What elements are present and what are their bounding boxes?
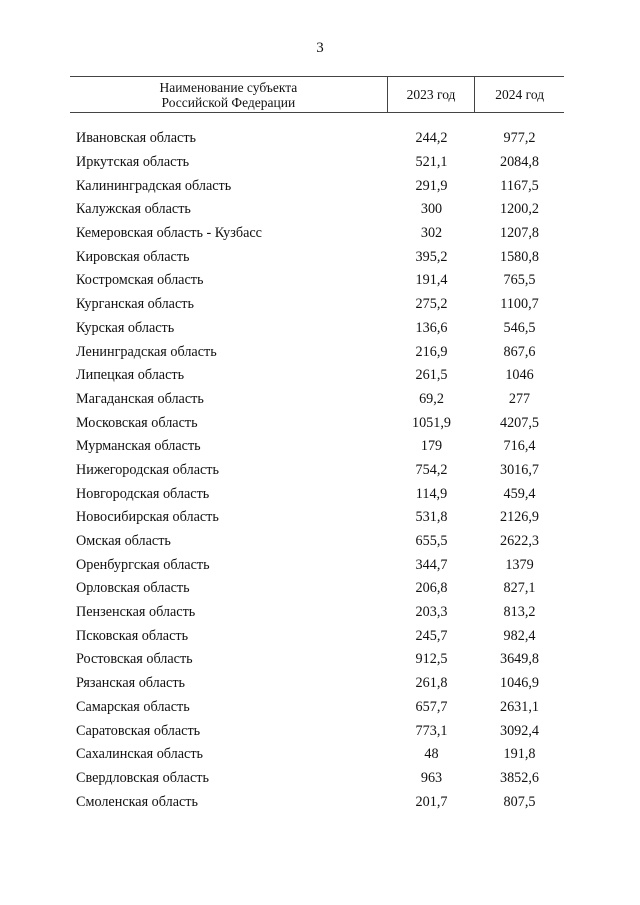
value-2023-cell: 963 <box>420 769 443 786</box>
region-name-cell: Ленинградская область <box>76 343 217 360</box>
value-2023-cell: 216,9 <box>415 343 448 360</box>
value-2023-cell: 245,7 <box>415 627 448 644</box>
table-row <box>70 459 564 483</box>
value-2023-cell: 203,3 <box>415 604 448 621</box>
value-2023-cell: 136,6 <box>415 319 448 336</box>
table-row <box>70 364 564 388</box>
value-2024-cell: 2084,8 <box>499 154 539 171</box>
region-name-cell: Калининградская область <box>76 177 232 194</box>
header-2023: 2023 год <box>387 77 475 112</box>
region-name-cell: Кировская область <box>76 248 190 265</box>
value-2023-cell: 201,7 <box>415 793 448 810</box>
region-name-cell: Самарская область <box>76 698 190 715</box>
value-2023-cell: 657,7 <box>415 698 448 715</box>
region-name-cell: Московская область <box>76 414 198 431</box>
table-row <box>70 624 564 648</box>
table-row <box>70 245 564 269</box>
table-row <box>70 601 564 625</box>
table-row <box>70 482 564 506</box>
value-2024-cell: 3016,7 <box>499 461 539 478</box>
table-row <box>70 127 564 151</box>
value-2024-cell: 1200,2 <box>499 201 539 218</box>
value-2024-cell: 2126,9 <box>499 509 539 526</box>
header-region-name-line1: Наименование субъекта <box>159 79 298 95</box>
table-row <box>70 577 564 601</box>
value-2024-cell: 1580,8 <box>499 248 539 265</box>
header-region-name-line2: Российской Федерации <box>161 94 296 110</box>
region-name-cell: Ивановская область <box>76 130 197 147</box>
table-header <box>70 76 564 113</box>
table-row <box>70 743 564 767</box>
value-2023-cell: 206,8 <box>415 580 448 597</box>
value-2024-cell: 1046 <box>505 367 534 384</box>
region-name-cell: Магаданская область <box>76 390 204 407</box>
table-row <box>70 648 564 672</box>
value-2024-cell: 2622,3 <box>499 533 539 550</box>
region-name-cell: Сахалинская область <box>76 746 204 763</box>
region-name-cell: Новгородская область <box>76 485 210 502</box>
table-row <box>70 317 564 341</box>
value-2023-cell: 114,9 <box>415 485 448 502</box>
value-2023-cell: 531,8 <box>415 509 448 526</box>
region-name-cell: Омская область <box>76 533 171 550</box>
table-row <box>70 719 564 743</box>
region-name-cell: Смоленская область <box>76 793 198 810</box>
table-row <box>70 672 564 696</box>
value-2023-cell: 302 <box>420 225 443 242</box>
value-2024-cell: 1100,7 <box>500 296 539 313</box>
region-name-cell: Иркутская область <box>76 154 190 171</box>
value-2024-cell: 3092,4 <box>499 722 539 739</box>
value-2023-cell: 1051,9 <box>411 414 451 431</box>
region-name-cell: Новосибирская область <box>76 509 219 526</box>
region-name-cell: Рязанская область <box>76 675 186 692</box>
value-2024-cell: 459,4 <box>503 485 536 502</box>
header-region-name <box>70 77 387 112</box>
table-row <box>70 269 564 293</box>
value-2023-cell: 655,5 <box>415 533 448 550</box>
region-name-cell: Нижегородская область <box>76 461 219 478</box>
value-2023-cell: 48 <box>424 746 439 763</box>
table-row <box>70 530 564 554</box>
value-2024-cell: 1379 <box>505 556 534 573</box>
region-name-cell: Курганская область <box>76 296 194 313</box>
data-table <box>70 76 564 814</box>
value-2024-cell: 813,2 <box>503 604 536 621</box>
value-2023-cell: 244,2 <box>415 130 448 147</box>
value-2024-cell: 4207,5 <box>499 414 539 431</box>
value-2024-cell: 982,4 <box>503 627 536 644</box>
value-2023-cell: 773,1 <box>415 722 448 739</box>
value-2024-cell: 2631,1 <box>499 698 539 715</box>
value-2024-cell: 3649,8 <box>499 651 539 668</box>
value-2023-cell: 261,5 <box>415 367 448 384</box>
value-2023-cell: 344,7 <box>415 556 448 573</box>
value-2023-cell: 754,2 <box>415 461 448 478</box>
value-2024-cell: 1207,8 <box>499 225 539 242</box>
table-row <box>70 388 564 412</box>
region-name-cell: Оренбургская область <box>76 556 210 573</box>
value-2024-cell: 765,5 <box>503 272 536 289</box>
region-name-cell: Мурманская область <box>76 438 201 455</box>
region-name-cell: Костромская область <box>76 272 204 289</box>
table-row <box>70 435 564 459</box>
value-2024-cell: 827,1 <box>503 580 536 597</box>
region-name-cell: Орловская область <box>76 580 190 597</box>
region-name-cell: Липецкая область <box>76 367 185 384</box>
page-number: 3 <box>316 40 324 56</box>
region-name-cell: Кемеровская область - Кузбасс <box>76 225 262 242</box>
value-2023-cell: 912,5 <box>415 651 448 668</box>
region-name-cell: Псковская область <box>76 627 189 644</box>
region-name-cell: Пензенская область <box>76 604 196 621</box>
value-2023-cell: 261,8 <box>415 675 448 692</box>
value-2023-cell: 291,9 <box>415 177 448 194</box>
table-row <box>70 790 564 814</box>
value-2023-cell: 300 <box>420 201 443 218</box>
table-body <box>70 127 564 814</box>
table-row <box>70 293 564 317</box>
table-row <box>70 151 564 175</box>
region-name-cell: Саратовская область <box>76 722 201 739</box>
table-row <box>70 553 564 577</box>
value-2023-cell: 395,2 <box>415 248 448 265</box>
table-row <box>70 198 564 222</box>
table-row <box>70 174 564 198</box>
value-2024-cell: 546,5 <box>503 319 536 336</box>
region-name-cell: Калужская область <box>76 201 191 218</box>
value-2024-cell: 277 <box>508 390 531 407</box>
value-2024-cell: 1167,5 <box>500 177 539 194</box>
value-2024-cell: 3852,6 <box>499 769 539 786</box>
value-2024-cell: 807,5 <box>503 793 536 810</box>
value-2023-cell: 191,4 <box>415 272 448 289</box>
region-name-cell: Свердловская область <box>76 769 209 786</box>
value-2024-cell: 716,4 <box>503 438 536 455</box>
table-row <box>70 340 564 364</box>
value-2023-cell: 69,2 <box>419 390 444 407</box>
value-2024-cell: 977,2 <box>503 130 536 147</box>
region-name-cell: Курская область <box>76 319 175 336</box>
header-2024: 2024 год <box>474 77 564 112</box>
table-row <box>70 767 564 791</box>
value-2024-cell: 867,6 <box>503 343 536 360</box>
value-2024-cell: 1046,9 <box>499 675 539 692</box>
value-2024-cell: 191,8 <box>503 746 536 763</box>
region-name-cell: Ростовская область <box>76 651 193 668</box>
value-2023-cell: 179 <box>420 438 443 455</box>
table-row <box>70 411 564 435</box>
value-2023-cell: 275,2 <box>415 296 448 313</box>
table-row <box>70 222 564 246</box>
table-row <box>70 696 564 720</box>
value-2023-cell: 521,1 <box>415 154 448 171</box>
table-row <box>70 506 564 530</box>
